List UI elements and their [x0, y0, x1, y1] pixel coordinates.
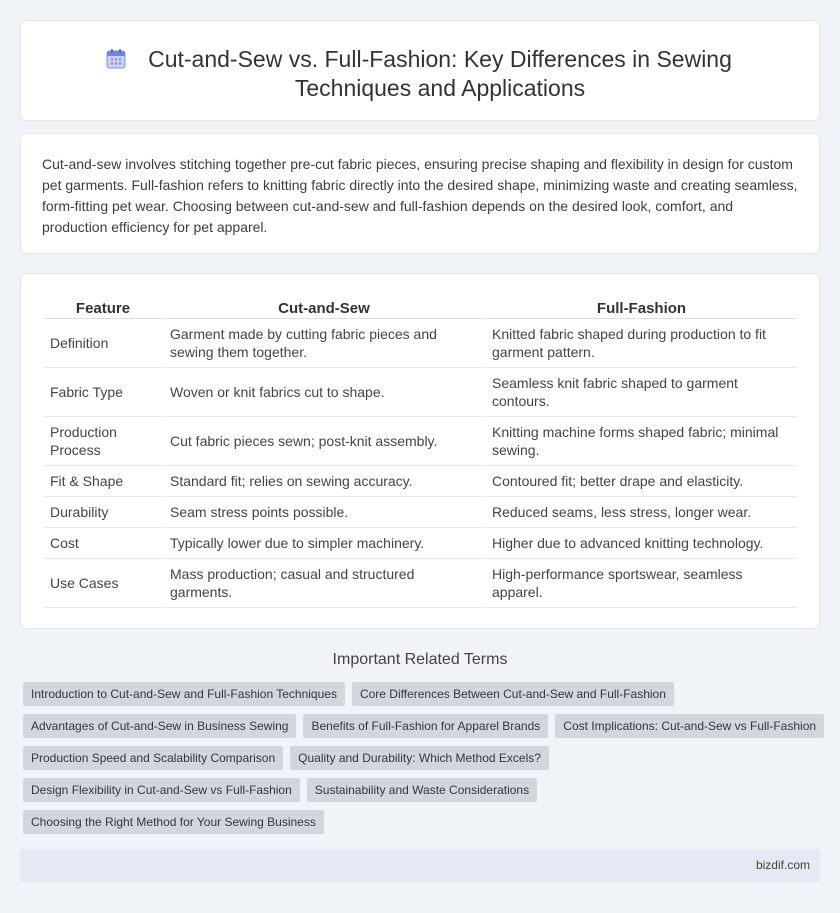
cut-and-sew-cell: Woven or knit fabrics cut to shape. [164, 368, 484, 417]
full-fashion-cell: Knitting machine forms shaped fabric; minimal sewing. [486, 417, 797, 466]
related-terms-heading: Important Related Terms [332, 651, 508, 668]
related-term-tag[interactable]: Introduction to Cut-and-Sew and Full-Fashion Techniques [23, 682, 345, 706]
related-term-tag[interactable]: Advantages of Cut-and-Sew in Business Sewing [23, 714, 296, 738]
related-term-tag[interactable]: Core Differences Between Cut-and-Sew and Full-Fashion [352, 682, 674, 706]
related-terms-list [23, 682, 823, 842]
title-card [20, 20, 820, 121]
cut-and-sew-cell: Standard fit; relies on sewing accuracy. [164, 466, 484, 497]
related-term-tag[interactable]: Benefits of Full-Fashion for Apparel Brands [303, 714, 548, 738]
feature-cell: Fit & Shape [44, 466, 162, 497]
intro-card [20, 133, 820, 254]
table-row [44, 368, 797, 417]
header-cut-and-sew: Cut-and-Sew [164, 297, 484, 319]
page-title: Cut-and-Sew vs. Full-Fashion: Key Differences in Sewing Techniques and Applications [148, 46, 732, 101]
site-name[interactable]: bizdif.com [755, 858, 810, 872]
related-term-tag[interactable]: Design Flexibility in Cut-and-Sew vs Full-Fashion [23, 778, 300, 802]
full-fashion-cell: High-performance sportswear, seamless apparel. [486, 559, 797, 608]
header-full-fashion: Full-Fashion [486, 297, 797, 319]
related-term-tag[interactable]: Choosing the Right Method for Your Sewing Business [23, 810, 324, 834]
intro-paragraph: Cut-and-sew involves stitching together pre-cut fabric pieces, ensuring precise shaping and flexibility in design for custom pet garments. Full-fashion refers to knitting fabric directly into the desired shape, minimizing waste and creating seamless, form-fitting pet wear. Choosing between cut-and-sew and full-fashion depends on the desired look, comfort, and production efficiency for pet apparel. [42, 156, 798, 235]
feature-cell: Durability [44, 497, 162, 528]
full-fashion-cell: Higher due to advanced knitting technology. [486, 528, 797, 559]
table-row [44, 559, 797, 608]
table-row [44, 417, 797, 466]
comparison-table-card [20, 273, 820, 629]
cut-and-sew-cell: Mass production; casual and structured garments. [164, 559, 484, 608]
table-row [44, 497, 797, 528]
related-term-tag[interactable]: Production Speed and Scalability Comparison [23, 746, 283, 770]
full-fashion-cell: Reduced seams, less stress, longer wear. [486, 497, 797, 528]
footer [20, 849, 820, 882]
full-fashion-cell: Seamless knit fabric shaped to garment contours. [486, 368, 797, 417]
full-fashion-cell: Knitted fabric shaped during production to fit garment pattern. [486, 319, 797, 368]
header-feature: Feature [44, 297, 162, 319]
feature-cell: Production Process [44, 417, 162, 466]
related-term-tag[interactable]: Sustainability and Waste Considerations [307, 778, 537, 802]
table-row [44, 466, 797, 497]
cut-and-sew-cell: Seam stress points possible. [164, 497, 484, 528]
cut-and-sew-cell: Cut fabric pieces sewn; post-knit assembly. [164, 417, 484, 466]
table-row [44, 319, 797, 368]
related-term-tag[interactable]: Quality and Durability: Which Method Excels? [290, 746, 549, 770]
feature-cell: Definition [44, 319, 162, 368]
related-term-tag[interactable]: Cost Implications: Cut-and-Sew vs Full-Fashion [555, 714, 824, 738]
cut-and-sew-cell: Typically lower due to simpler machinery. [164, 528, 484, 559]
feature-cell: Fabric Type [44, 368, 162, 417]
table-row [44, 528, 797, 559]
table-header-row [44, 297, 797, 319]
full-fashion-cell: Contoured fit; better drape and elasticity. [486, 466, 797, 497]
comparison-table [42, 297, 799, 608]
feature-cell: Use Cases [44, 559, 162, 608]
cut-and-sew-cell: Garment made by cutting fabric pieces and sewing them together. [164, 319, 484, 368]
feature-cell: Cost [44, 528, 162, 559]
